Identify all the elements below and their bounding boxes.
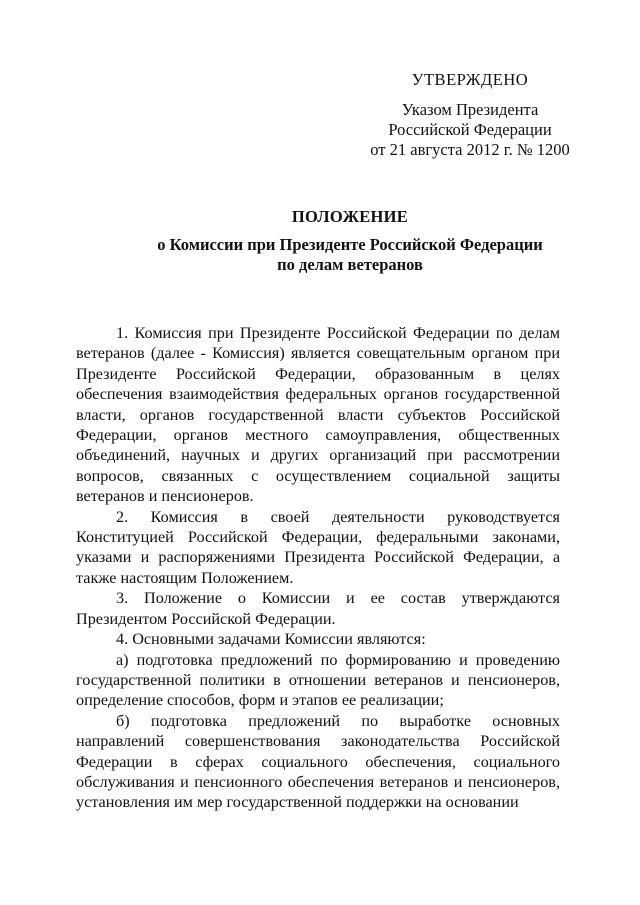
- document-type-title: ПОЛОЖЕНИЕ: [291, 207, 409, 226]
- paragraph-2: 2. Комиссия в своей деятельности руководствуется Конституцией Российской Федерации, федеральными законами, указами и распоряжениями Президента Российской Федерации, а также настоящим Положением.: [76, 507, 560, 587]
- paragraph-4a: а) подготовка предложений по формированию и проведению государственной политики в отношении ветеранов и пенсионеров, определение способов, форм и этапов ее реализации;: [76, 650, 560, 710]
- document-body: [76, 323, 560, 813]
- document-subject-line-1: о Комиссии при Президенте Российской Федерации: [157, 235, 543, 254]
- paragraph-4: 4. Основными задачами Комиссии являются:: [116, 630, 426, 649]
- approval-line-federation: Российской Федерации: [388, 120, 552, 139]
- approval-block: [340, 70, 600, 160]
- approval-stamp: УТВЕРЖДЕНО: [411, 70, 529, 89]
- paragraph-4b: б) подготовка предложений по выработке основных направлений совершенствования законодательства Российской Федерации в сферах социального обеспечения, социального обслуживания и пенсионного обеспечения ветеранов и пенсионеров, установления им мер государственной поддержки на основании: [76, 711, 560, 812]
- paragraph-3: 3. Положение о Комиссии и ее состав утверждаются Президентом Российской Федерации.: [76, 589, 560, 628]
- paragraph-1: 1. Комиссия при Президенте Российской Федерации по делам ветеранов (далее - Комиссия) является совещательным органом при Президенте Российской Федерации, образованным в целях обеспечения взаимодействия федеральных органов государственной власти, органов государственной власти субъектов Российской Федерации, органов местного самоуправления, общественных объединений, научных и других организаций при рассмотрении вопросов, связанных с осуществлением социальной защиты ветеранов и пенсионеров.: [76, 324, 560, 506]
- document-subject-line-2: по делам ветеранов: [277, 255, 423, 274]
- approval-line-decree: Указом Президента: [401, 100, 539, 119]
- document-heading: [60, 207, 640, 275]
- approval-line-date-number: от 21 августа 2012 г. № 1200: [370, 140, 570, 159]
